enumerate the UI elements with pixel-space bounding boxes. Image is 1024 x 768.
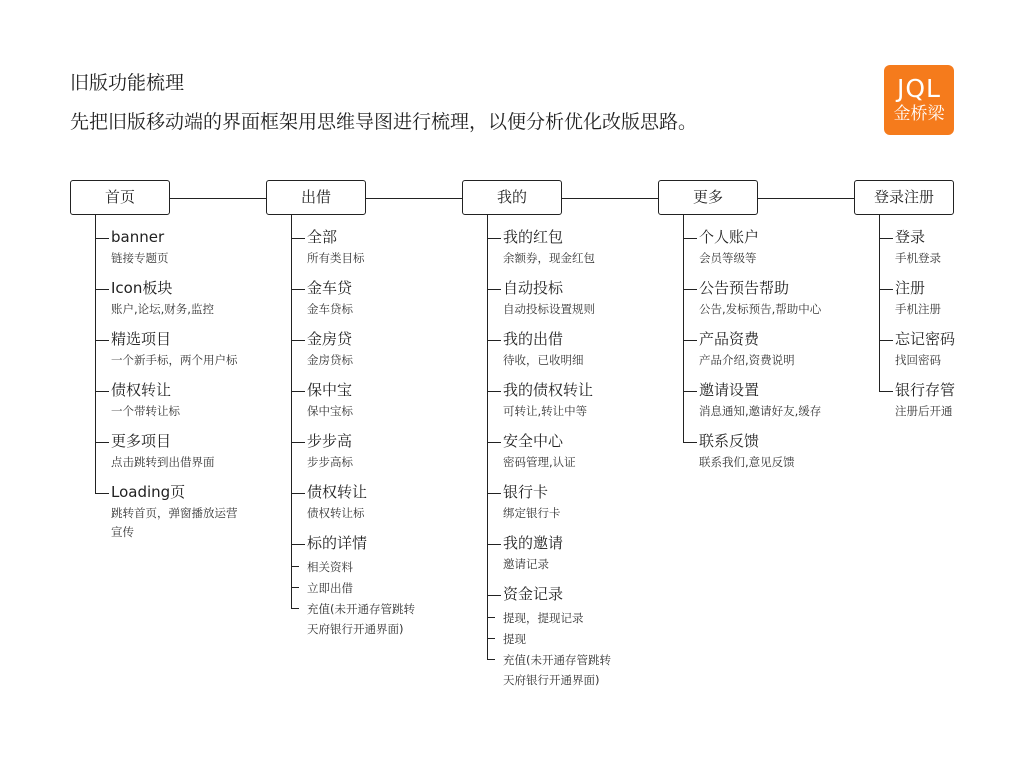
branch-line [487,544,501,545]
branch-line [95,493,109,494]
branch-line [879,340,893,341]
node-label: 登录 [895,228,926,246]
branch-line [879,391,893,392]
branch-line [291,238,305,239]
branch-line [95,289,109,290]
branch-line [487,442,501,443]
node-description: 金车贷标 [307,302,353,316]
branch-line [683,340,697,341]
node-label: 我的出借 [503,330,564,348]
trunk-line [291,215,292,608]
node-label: 注册 [895,279,926,297]
section-box[interactable]: 登录注册 [854,180,954,215]
node-label: 保中宝 [307,381,353,399]
node-label: 忘记密码 [895,330,956,348]
trunk-line [487,215,488,659]
node-description: 可转让,转让中等 [503,404,588,418]
node-description: 手机登录 [895,251,941,265]
sub-node-text: 提现，提现记录 [503,611,584,625]
node-description: 公告,发标预告,帮助中心 [699,302,822,316]
node-description: 消息通知,邀请好友,缓存 [699,404,822,418]
branch-line [95,391,109,392]
node-description: 注册后开通 [895,404,953,418]
branch-line [683,391,697,392]
trunk-line [879,215,880,391]
logo-brand-text: 金桥梁 [893,104,945,124]
node-label: 我的邀请 [503,534,564,552]
trunk-line [95,215,96,493]
branch-line [291,442,305,443]
branch-line [879,238,893,239]
branch-line [487,493,501,494]
branch-line [487,595,501,596]
node-description: 点击跳转到出借界面 [111,455,215,469]
node-description: 余额券，现金红包 [503,251,595,265]
node-label: 更多项目 [111,432,172,450]
node-label: 精选项目 [111,330,172,348]
node-label: 产品资费 [699,330,760,348]
sub-branch-line [291,566,299,567]
sub-node-text: 充值(未开通存管跳转 [307,602,415,616]
node-label: 债权转让 [111,381,172,399]
brand-logo [884,65,954,135]
node-description: 找回密码 [895,353,941,367]
node-label: 资金记录 [503,585,564,603]
section-box[interactable]: 更多 [658,180,758,215]
node-label: 安全中心 [503,432,564,450]
sub-node-text: 充值(未开通存管跳转 [503,653,611,667]
branch-line [291,391,305,392]
node-description: 一个带转让标 [111,404,180,418]
node-description: 跳转首页，弹窗播放运营 [111,506,238,520]
node-label: 个人账户 [699,228,760,246]
node-description: 所有类目标 [307,251,365,265]
sub-branch-line [487,617,495,618]
branch-line [487,238,501,239]
node-description: 金房贷标 [307,353,353,367]
node-label: 标的详情 [307,534,368,552]
branch-line [487,289,501,290]
node-description: 会员等级等 [699,251,757,265]
node-description: 步步高标 [307,455,353,469]
node-description: 密码管理,认证 [503,455,576,469]
section-box[interactable]: 出借 [266,180,366,215]
sub-node-text: 相关资料 [307,560,353,574]
node-description: 保中宝标 [307,404,353,418]
node-description: 债权转让标 [307,506,365,520]
branch-line [291,289,305,290]
branch-line [95,442,109,443]
trunk-line [683,215,684,442]
node-description: 手机注册 [895,302,941,316]
section-box[interactable]: 我的 [462,180,562,215]
node-description: 链接专题页 [111,251,169,265]
sub-node-text: 提现 [503,632,526,646]
branch-line [95,340,109,341]
sub-node-text-continued: 天府银行开通界面) [503,673,600,687]
sub-branch-line [291,608,299,609]
node-label: 自动投标 [503,279,564,297]
branch-line [291,544,305,545]
section-box[interactable]: 首页 [70,180,170,215]
page-subtitle: 先把旧版移动端的界面框架用思维导图进行梳理，以便分析优化改版思路。 [70,111,698,133]
node-label: 联系反馈 [699,432,760,450]
sub-node-text: 立即出借 [307,581,353,595]
node-label: 公告预告帮助 [699,279,790,297]
node-label: Icon板块 [111,279,173,297]
node-label: 金房贷 [307,330,353,348]
branch-line [879,289,893,290]
branch-line [683,238,697,239]
node-label: 全部 [307,228,338,246]
node-label: 步步高 [307,432,353,450]
node-description: 产品介绍,资费说明 [699,353,795,367]
sub-branch-line [487,638,495,639]
node-description: 自动投标设置规则 [503,302,595,316]
node-label: Loading页 [111,483,186,501]
node-label: 邀请设置 [699,381,760,399]
logo-mark-text: JQL [897,74,941,103]
node-label: 我的债权转让 [503,381,594,399]
node-label: 金车贷 [307,279,353,297]
branch-line [95,238,109,239]
node-description: 邀请记录 [503,557,549,571]
node-description: 绑定银行卡 [503,506,561,520]
sub-branch-line [291,587,299,588]
node-label: 银行卡 [503,483,549,501]
node-label: 我的红包 [503,228,564,246]
page-title: 旧版功能梳理 [70,72,185,94]
node-description-continued: 宣传 [111,525,134,539]
node-label: banner [111,228,165,246]
node-description: 待收，已收明细 [503,353,584,367]
node-label: 债权转让 [307,483,368,501]
sub-node-text-continued: 天府银行开通界面) [307,622,404,636]
node-description: 账户,论坛,财务,监控 [111,302,214,316]
branch-line [683,442,697,443]
branch-line [487,391,501,392]
sub-branch-line [487,659,495,660]
node-description: 一个新手标，两个用户标 [111,353,238,367]
branch-line [487,340,501,341]
branch-line [683,289,697,290]
node-label: 银行存管 [895,381,956,399]
branch-line [291,340,305,341]
branch-line [291,493,305,494]
node-description: 联系我们,意见反馈 [699,455,795,469]
